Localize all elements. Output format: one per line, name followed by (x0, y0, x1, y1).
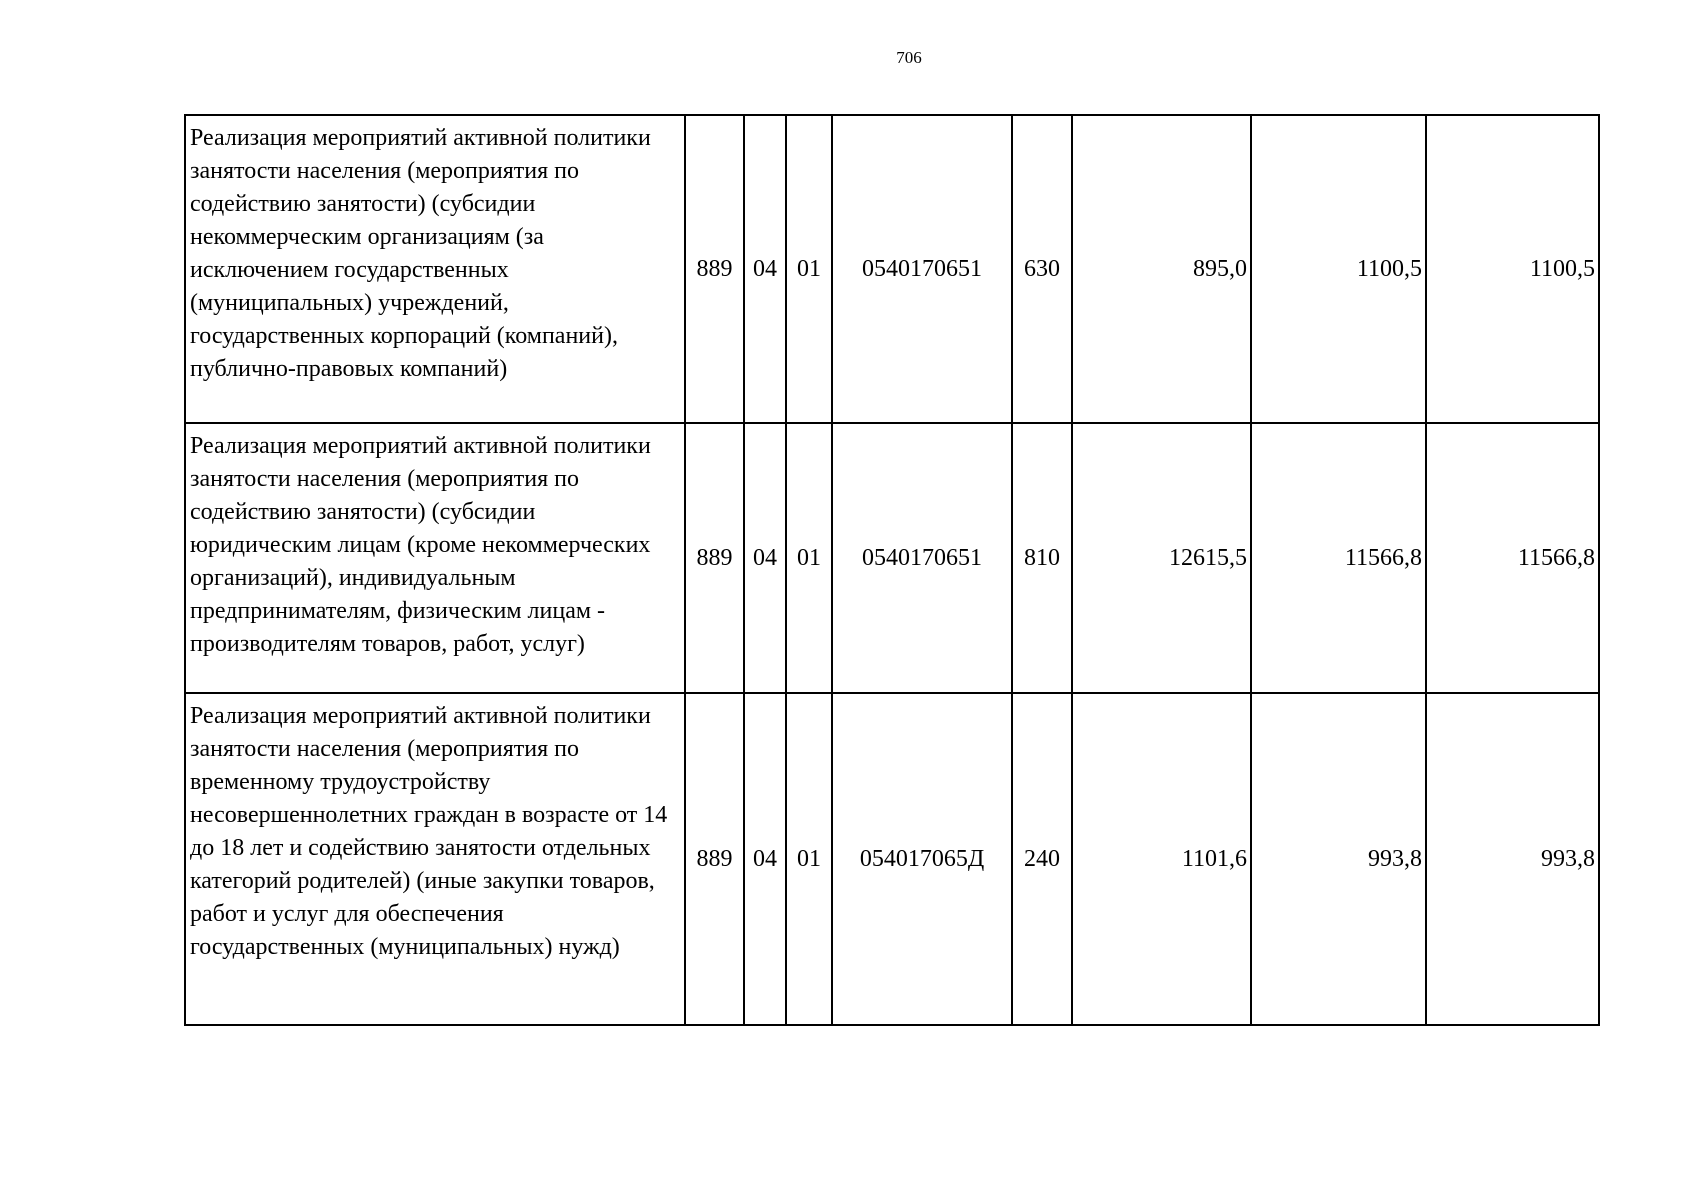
subsection-code: 01 (786, 423, 832, 693)
amount-2: 993,8 (1251, 693, 1426, 1025)
row-description: Реализация мероприятий активной политики занятости населения (мероприятия по содействию занятости) (субсидии некоммерческим организациям (за исключением государственных (муниципальных) учреждений, государственных корпораций (компаний), публично-правовых компаний) (185, 115, 685, 423)
expense-type-code: 240 (1012, 693, 1072, 1025)
table-row (185, 423, 1599, 693)
ministry-code: 889 (685, 423, 744, 693)
section-code: 04 (744, 693, 786, 1025)
target-article-code: 054017065Д (832, 693, 1012, 1025)
target-article-code: 0540170651 (832, 115, 1012, 423)
section-code: 04 (744, 115, 786, 423)
ministry-code: 889 (685, 693, 744, 1025)
amount-1: 895,0 (1072, 115, 1251, 423)
row-description: Реализация мероприятий активной политики занятости населения (мероприятия по содействию занятости) (субсидии юридическим лицам (кроме некоммерческих организаций), индивидуальным предпринимателям, физическим лицам - производителям товаров, работ, услуг) (185, 423, 685, 693)
section-code: 04 (744, 423, 786, 693)
expense-type-code: 810 (1012, 423, 1072, 693)
amount-3: 1100,5 (1426, 115, 1599, 423)
amount-1: 12615,5 (1072, 423, 1251, 693)
amount-2: 11566,8 (1251, 423, 1426, 693)
subsection-code: 01 (786, 693, 832, 1025)
ministry-code: 889 (685, 115, 744, 423)
budget-table (184, 114, 1600, 1026)
table-row (185, 115, 1599, 423)
amount-1: 1101,6 (1072, 693, 1251, 1025)
page-number: 706 (896, 48, 922, 67)
target-article-code: 0540170651 (832, 423, 1012, 693)
subsection-code: 01 (786, 115, 832, 423)
expense-type-code: 630 (1012, 115, 1072, 423)
table-row (185, 693, 1599, 1025)
amount-3: 11566,8 (1426, 423, 1599, 693)
amount-2: 1100,5 (1251, 115, 1426, 423)
row-description: Реализация мероприятий активной политики занятости населения (мероприятия по временному трудоустройству несовершеннолетних граждан в возрасте от 14 до 18 лет и содействию занятости отдельных категорий родителей) (иные закупки товаров, работ и услуг для обеспечения государственных (муниципальных) нужд) (185, 693, 685, 1025)
amount-3: 993,8 (1426, 693, 1599, 1025)
